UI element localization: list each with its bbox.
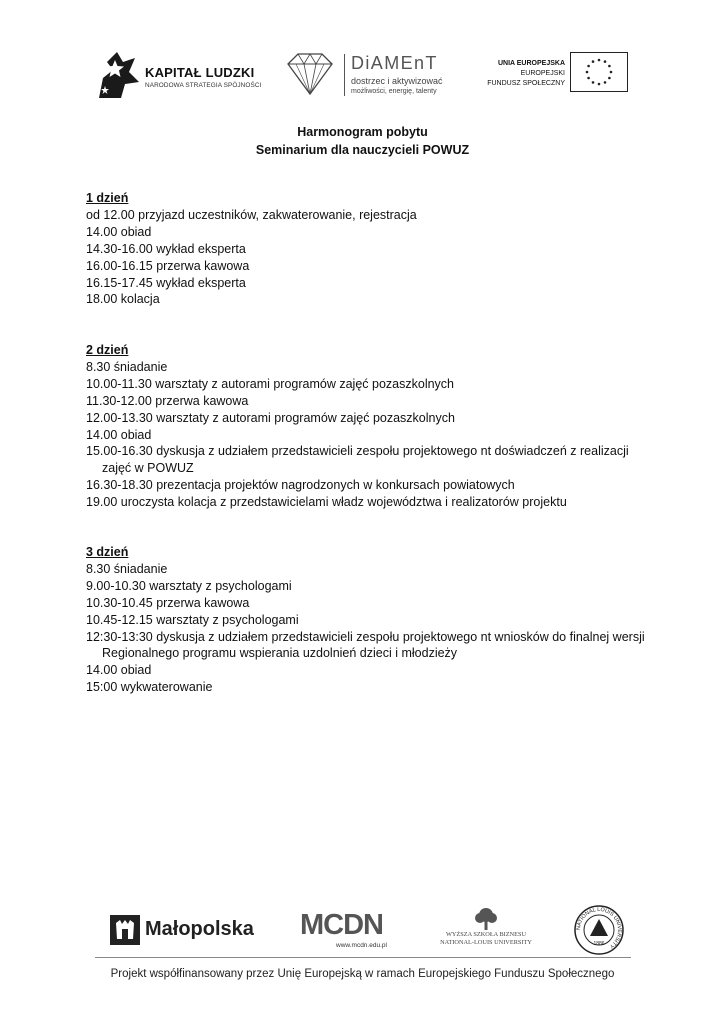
diament-divider (344, 54, 345, 96)
kapital-ludzki-logo (95, 48, 275, 100)
eu-line-1: UNIA EUROPEJSKA (497, 60, 565, 67)
eu-flag-icon (570, 52, 628, 92)
footer-note: Projekt współfinansowany przez Unię Europejską w ramach Europejskiego Funduszu Społecznego (110, 968, 615, 980)
schedule-item: od 12.00 przyjazd uczestników, zakwaterowanie, rejestracja (86, 207, 417, 222)
schedule-item: 14.30-16.00 wykład eksperta (86, 241, 246, 256)
tree-icon (473, 907, 499, 931)
diament-logo (280, 48, 470, 102)
schedule-item: 9.00-10.30 warsztaty z psychologami (86, 578, 292, 593)
diamond-icon (280, 48, 340, 102)
footer (0, 903, 725, 1013)
schedule-item: 15.00-16.30 dyskusja z udziałem przedstawicieli zespołu projektowego nt doświadczeń z realizacji (86, 444, 629, 459)
schedule-item: 16.00-16.15 przerwa kawowa (86, 258, 250, 273)
schedule-item: 8.30 śniadanie (86, 359, 168, 374)
kapital-ludzki-emblem-icon (95, 48, 141, 100)
document-title (0, 123, 725, 159)
kapital-ludzki-subtitle: NARODOWA STRATEGIA SPÓJNOŚCI (145, 82, 262, 89)
day-1-section (86, 190, 646, 308)
title-line-1: Harmonogram pobytu (297, 125, 428, 139)
mcdn-name: MCDN (300, 909, 383, 941)
wsb-name: WYŻSZA SZKOŁA BIZNESU (445, 931, 527, 938)
mcdn-logo (296, 907, 396, 952)
schedule-item: 14.00 obiad (86, 663, 152, 678)
eu-text (487, 59, 565, 89)
diament-tagline-2: możliwości, energię, talenty (351, 88, 437, 95)
schedule-item: 15:00 wykwaterowanie (86, 680, 213, 695)
schedule-item: 14.00 obiad (86, 224, 152, 239)
day-3-heading: 3 dzień (86, 545, 129, 559)
eu-line-3: FUNDUSZ SPOŁECZNY (487, 80, 565, 87)
schedule-item-continuation: zajęć w POWUZ (102, 461, 194, 476)
schedule-item-continuation: Regionalnego programu wspierania uzdolnień dzieci i młodzieży (102, 646, 458, 661)
schedule-item: 19.00 uroczysta kolacja z przedstawicielami władz województwa i realizatorów projektu (86, 495, 567, 510)
malopolska-emblem-icon (110, 915, 140, 945)
schedule-item: 12:30-13:30 dyskusja z udziałem przedstawicieli zespołu projektowego nt wniosków do finalnej wersji (86, 629, 645, 644)
mcdn-url: www.mcdn.edu.pl (336, 942, 387, 949)
schedule-item: 11.30-12.00 przerwa kawowa (86, 393, 249, 408)
title-line-2: Seminarium dla nauczycieli POWUZ (255, 143, 470, 157)
nlu-seal-ring-text: NATIONAL LOUIS UNIVERSITY (575, 906, 623, 950)
eu-line-2: EUROPEJSKI (520, 70, 565, 77)
eu-logo (482, 50, 628, 100)
nlu-seal-year: 1886 (593, 941, 605, 947)
day-2-section (86, 342, 646, 511)
schedule-item: 16.15-17.45 wykład eksperta (86, 275, 246, 290)
schedule-item: 12.00-13.30 warsztaty z autorami programów zajęć pozaszkolnych (86, 410, 455, 425)
day-3-section (86, 544, 646, 696)
header-logos (0, 44, 725, 104)
schedule-item: 14.00 obiad (86, 427, 152, 442)
kapital-ludzki-name: KAPITAŁ LUDZKI (145, 65, 255, 80)
footer-divider (95, 957, 631, 958)
malopolska-name: Małopolska (145, 918, 254, 940)
nlu-seal-icon (573, 904, 625, 956)
schedule-item: 10.45-12.15 warsztaty z psychologami (86, 612, 299, 627)
diament-name: DiAMEnT (351, 53, 438, 73)
schedule-item: 10.00-11.30 warsztaty z autorami programów zajęć pozaszkolnych (86, 376, 454, 391)
nlu-seal (573, 904, 625, 961)
schedule-item: 8.30 śniadanie (86, 561, 168, 576)
day-2-heading: 2 dzień (86, 343, 129, 357)
day-1-heading: 1 dzień (86, 191, 129, 205)
schedule-item: 10.30-10.45 przerwa kawowa (86, 595, 250, 610)
wsb-logo (435, 907, 545, 952)
schedule-item: 16.30-18.30 prezentacja projektów nagrodzonych w konkursach powiatowych (86, 478, 515, 493)
wsb-university: NATIONAL-LOUIS UNIVERSITY (440, 939, 532, 946)
schedule-item: 18.00 kolacja (86, 292, 160, 307)
diament-tagline-1: dostrzec i aktywizować (351, 76, 443, 86)
